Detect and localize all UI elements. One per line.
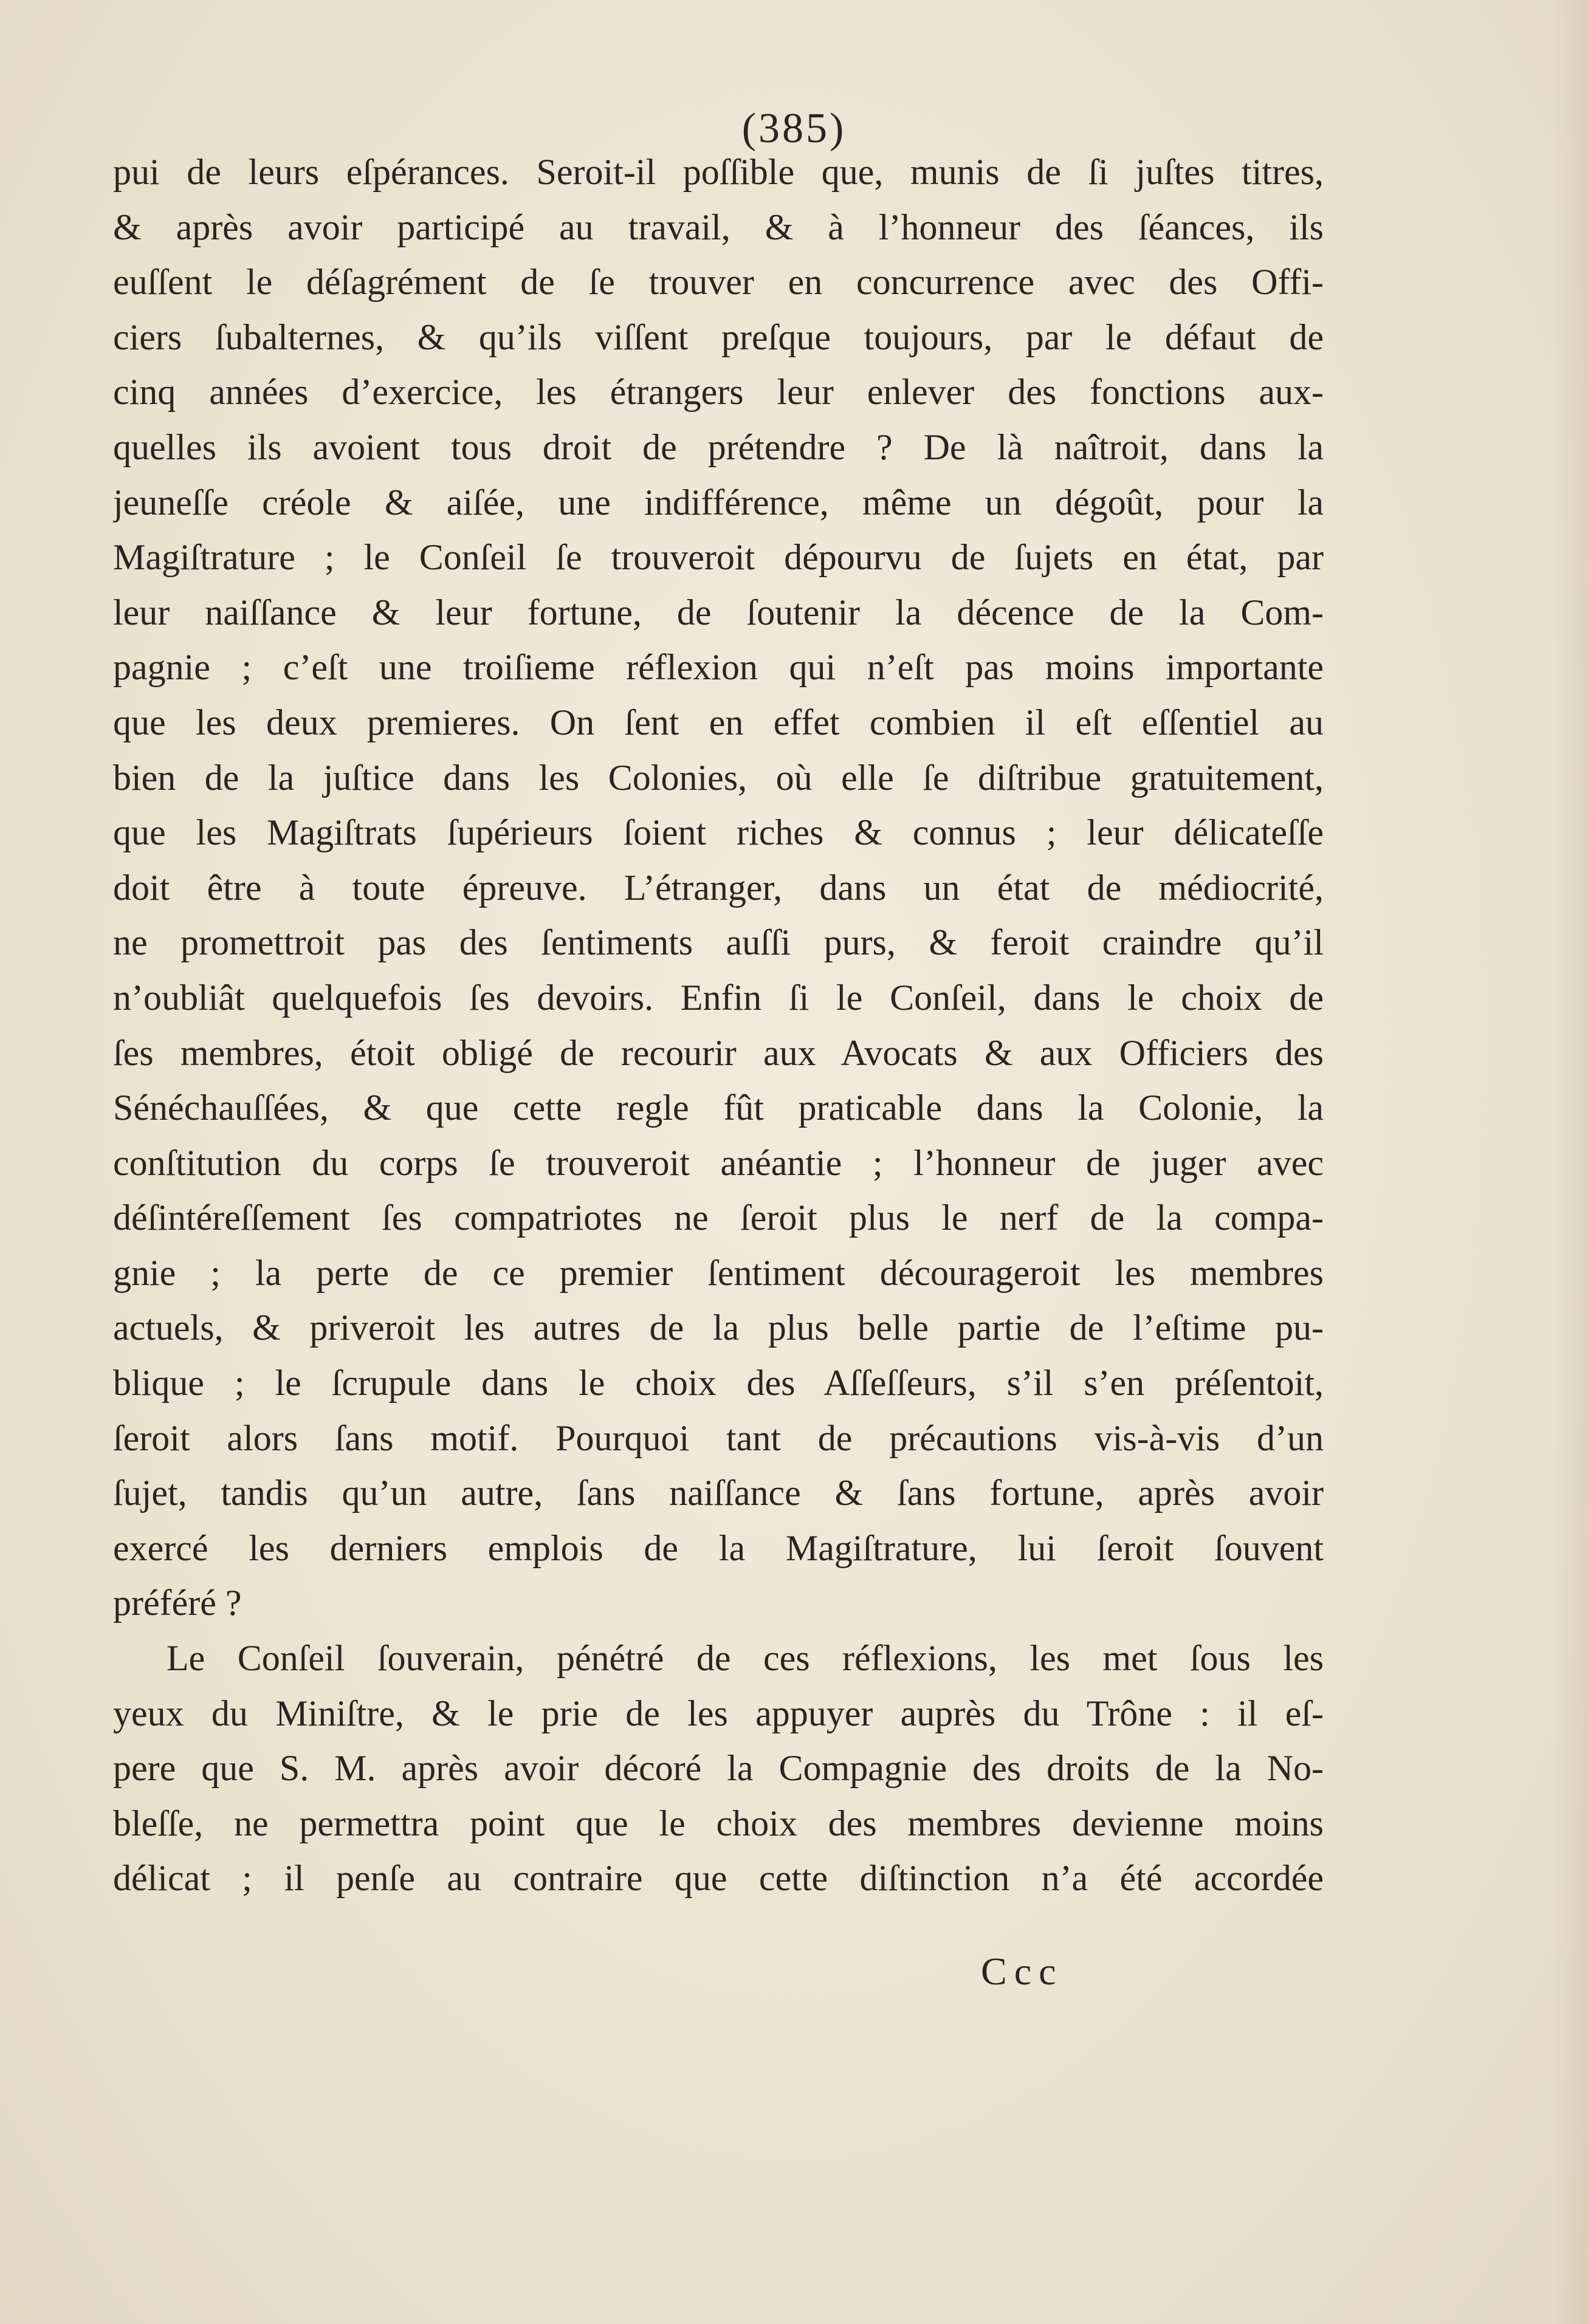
text-line: blique ; le ſcrupule dans le choix des Aſſeſſeurs, s’il s’en préſentoit, xyxy=(113,1363,1324,1404)
text-line: exercé les derniers emplois de la Magiſtrature, lui ſeroit ſouvent xyxy=(113,1527,1324,1568)
page-number: (385) xyxy=(741,105,847,152)
text-line: conſtitution du corps ſe trouveroit anéantie ; l’honneur de juger avec xyxy=(113,1142,1324,1183)
text-line: ciers ſubalternes, & qu’ils viſſent preſque toujours, par le défaut de xyxy=(113,317,1324,357)
text-line: Sénéchauſſées, & que cette regle fût praticable dans la Colonie, la xyxy=(113,1088,1324,1128)
text-line: pagnie ; c’eſt une troiſieme réflexion qui n’eſt pas moins importante xyxy=(113,647,1324,688)
text-line: gnie ; la perte de ce premier ſentiment décourageroit les membres xyxy=(113,1252,1324,1293)
text-line: ſujet, tandis qu’un autre, ſans naiſſance & ſans fortune, après avoir xyxy=(113,1473,1324,1513)
text-line: cinq années d’exercice, les étrangers leur enlever des fonctions aux- xyxy=(113,372,1324,413)
text-line: Magiſtrature ; le Conſeil ſe trouveroit dépourvu de ſujets en état, par xyxy=(113,537,1324,578)
text-line: n’oubliât quelquefois ſes devoirs. Enfin ſi le Conſeil, dans le choix de xyxy=(113,977,1324,1018)
text-line: déſintéreſſement ſes compatriotes ne ſeroit plus le nerf de la compa- xyxy=(113,1198,1324,1238)
text-line: euſſent le déſagrément de ſe trouver en concurrence avec des Offi- xyxy=(113,262,1324,303)
text-line: bien de la juſtice dans les Colonies, où elle ſe diſtribue gratuitement, xyxy=(113,757,1324,798)
text-line: doit être à toute épreuve. L’étranger, dans un état de médiocrité, xyxy=(113,867,1324,908)
text-line: & après avoir participé au travail, & à l’honneur des ſéances, ils xyxy=(113,207,1324,247)
text-line: que les Magiſtrats ſupérieurs ſoient riches & connus ; leur délicateſſe xyxy=(113,812,1324,853)
text-line: Le Conſeil ſouverain, pénétré de ces réflexions, les met ſous les xyxy=(167,1638,1324,1679)
paragraph xyxy=(113,145,1324,1631)
text-line: ne promettroit pas des ſentiments auſſi purs, & feroit craindre qu’il xyxy=(113,922,1324,963)
text-line: délicat ; il penſe au contraire que cette diſtinction n’a été accordée xyxy=(113,1858,1324,1899)
text-line: pere que S. M. après avoir décoré la Compagnie des droits de la No- xyxy=(113,1748,1324,1789)
text-line: leur naiſſance & leur fortune, de ſoutenir la décence de la Com- xyxy=(113,592,1324,632)
paragraph xyxy=(113,1631,1324,1906)
text-line: bleſſe, ne permettra point que le choix des membres devienne moins xyxy=(113,1803,1324,1843)
body-text xyxy=(113,145,1324,1906)
text-line: ſes membres, étoit obligé de recourir aux Avocats & aux Officiers des xyxy=(113,1032,1324,1073)
page-edge-shadow xyxy=(1552,0,1588,2324)
text-line: yeux du Miniſtre, & le prie de les appuyer auprès du Trône : il eſ- xyxy=(113,1693,1324,1733)
text-line: pui de leurs eſpérances. Seroit-il poſſible que, munis de ſi juſtes titres, xyxy=(113,152,1324,192)
text-line: quelles ils avoient tous droit de prétendre ? De là naîtroit, dans la xyxy=(113,427,1324,467)
text-line: jeuneſſe créole & aiſée, une indifférence, même un dégoût, pour la xyxy=(113,482,1324,523)
catchword: Ccc xyxy=(981,1950,1064,1993)
text-line: que les deux premieres. On ſent en effet combien il eſt eſſentiel au xyxy=(113,702,1324,742)
text-line: actuels, & priveroit les autres de la plus belle partie de l’eſtime pu- xyxy=(113,1308,1324,1348)
text-line: préféré ? xyxy=(113,1583,242,1623)
text-line: ſeroit alors ſans motif. Pourquoi tant de précautions vis-à-vis d’un xyxy=(113,1417,1324,1458)
